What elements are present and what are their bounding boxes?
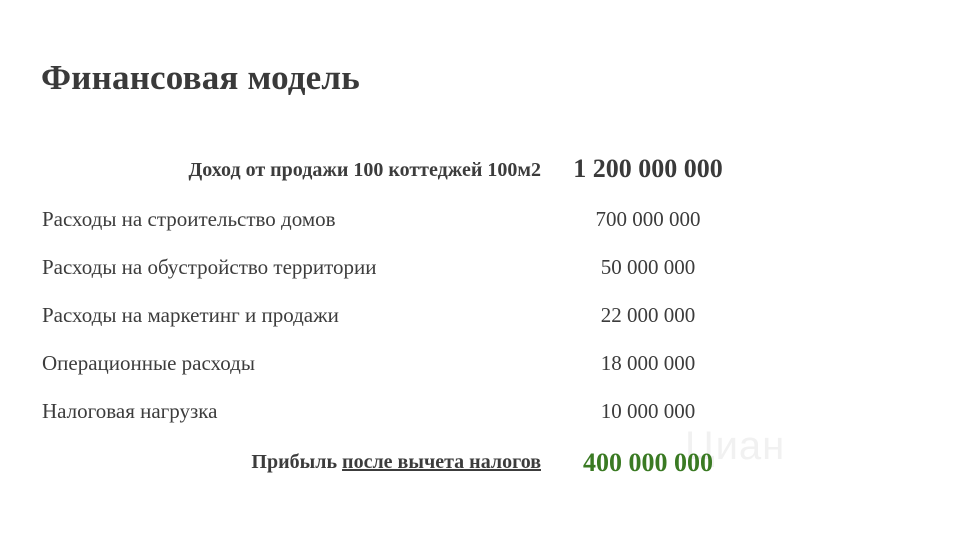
- page-title: Финансовая модель: [41, 58, 360, 97]
- expense-row: [0, 207, 960, 247]
- expense-label: Расходы на обустройство территории: [42, 255, 377, 279]
- expense-value: 18 000 000: [600, 351, 696, 375]
- profit-row: [0, 448, 960, 488]
- profit-value: 400 000 000: [583, 448, 713, 477]
- expense-value: 10 000 000: [600, 399, 696, 423]
- expense-value: 22 000 000: [600, 303, 696, 327]
- expense-label: Налоговая нагрузка: [42, 399, 218, 423]
- profit-label-start: Прибыль: [251, 451, 338, 473]
- expense-label: Расходы на маркетинг и продажи: [42, 303, 339, 327]
- expense-label: Расходы на строительство домов: [42, 207, 336, 231]
- expense-value: 50 000 000: [600, 255, 696, 279]
- profit-label-underlined: после вычета налогов: [342, 451, 541, 473]
- expense-row: [0, 255, 960, 295]
- income-row: [0, 154, 960, 194]
- expense-row: [0, 303, 960, 343]
- profit-label: [251, 451, 541, 474]
- expense-value: 700 000 000: [595, 207, 701, 231]
- expense-label: Операционные расходы: [42, 351, 255, 375]
- expense-row: [0, 399, 960, 439]
- income-label: Доход от продажи 100 коттеджей 100м2: [188, 159, 541, 181]
- watermark-logo: Циан: [685, 424, 786, 468]
- income-value: 1 200 000 000: [573, 154, 723, 183]
- expense-row: [0, 351, 960, 391]
